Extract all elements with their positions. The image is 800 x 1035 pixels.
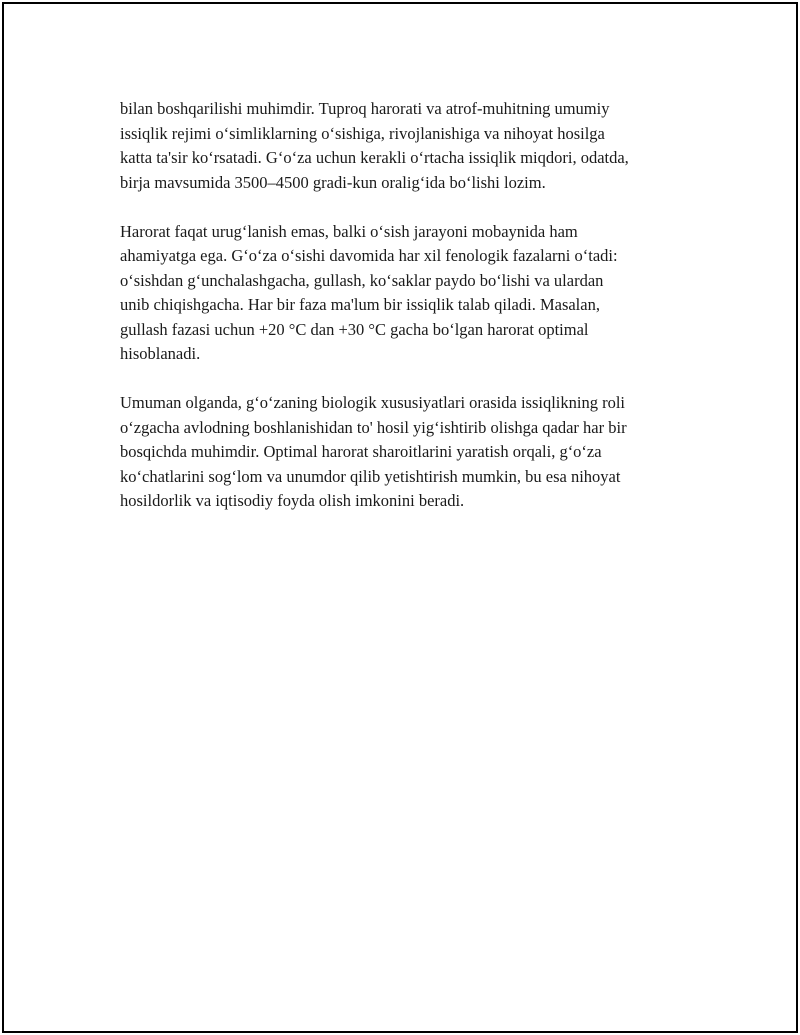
paragraph-line: hisoblanadi. — [120, 344, 201, 363]
paragraph-line: issiqlik rejimi o‘simliklarning o‘sishiga, rivojlanishiga va nihoyat hosilga — [120, 123, 605, 143]
paragraph-line: o‘zgacha avlodning boshlanishidan to' hosil yig‘ishtirib olishga qadar har bir — [120, 417, 627, 437]
paragraph-line: bosqichda muhimdir. Optimal harorat sharoitlarini yaratish orqali, g‘o‘za — [120, 442, 602, 461]
paragraph-line: unib chiqishgacha. Har bir faza ma'lum bir issiqlik talab qiladi. Masalan, — [120, 295, 600, 314]
paragraph-line: gullash fazasi uchun +20 °C dan +30 °C gacha bo‘lgan harorat optimal — [120, 319, 589, 339]
paragraph-3 — [120, 391, 700, 514]
paragraph-1 — [120, 97, 700, 195]
paragraph-line: Harorat faqat urug‘lanish emas, balki o‘sish jarayoni mobaynida ham — [120, 221, 578, 241]
document-body — [120, 97, 700, 538]
paragraph-line: Umuman olganda, g‘o‘zaning biologik xususiyatlari orasida issiqlikning roli — [120, 393, 626, 412]
paragraph-line: hosildorlik va iqtisodiy foyda olish imkonini beradi. — [120, 491, 465, 510]
page-frame — [2, 2, 798, 1033]
paragraph-line: ahamiyatga ega. G‘o‘za o‘sishi davomida har xil fenologik fazalarni o‘tadi: — [120, 246, 618, 265]
paragraph-line: bilan boshqarilishi muhimdir. Tuproq harorati va atrof-muhitning umumiy — [120, 99, 610, 118]
paragraph-2 — [120, 220, 700, 367]
paragraph-line: birja mavsumida 3500–4500 gradi-kun oralig‘ida bo‘lishi lozim. — [120, 172, 546, 192]
paragraph-line: katta ta'sir ko‘rsatadi. G‘o‘za uchun kerakli o‘rtacha issiqlik miqdori, odatda, — [120, 148, 629, 167]
paragraph-line: o‘sishdan g‘unchalashgacha, gullash, ko‘saklar paydo bo‘lishi va ulardan — [120, 270, 604, 290]
paragraph-line: ko‘chatlarini sog‘lom va unumdor qilib yetishtirish mumkin, bu esa nihoyat — [120, 466, 621, 486]
